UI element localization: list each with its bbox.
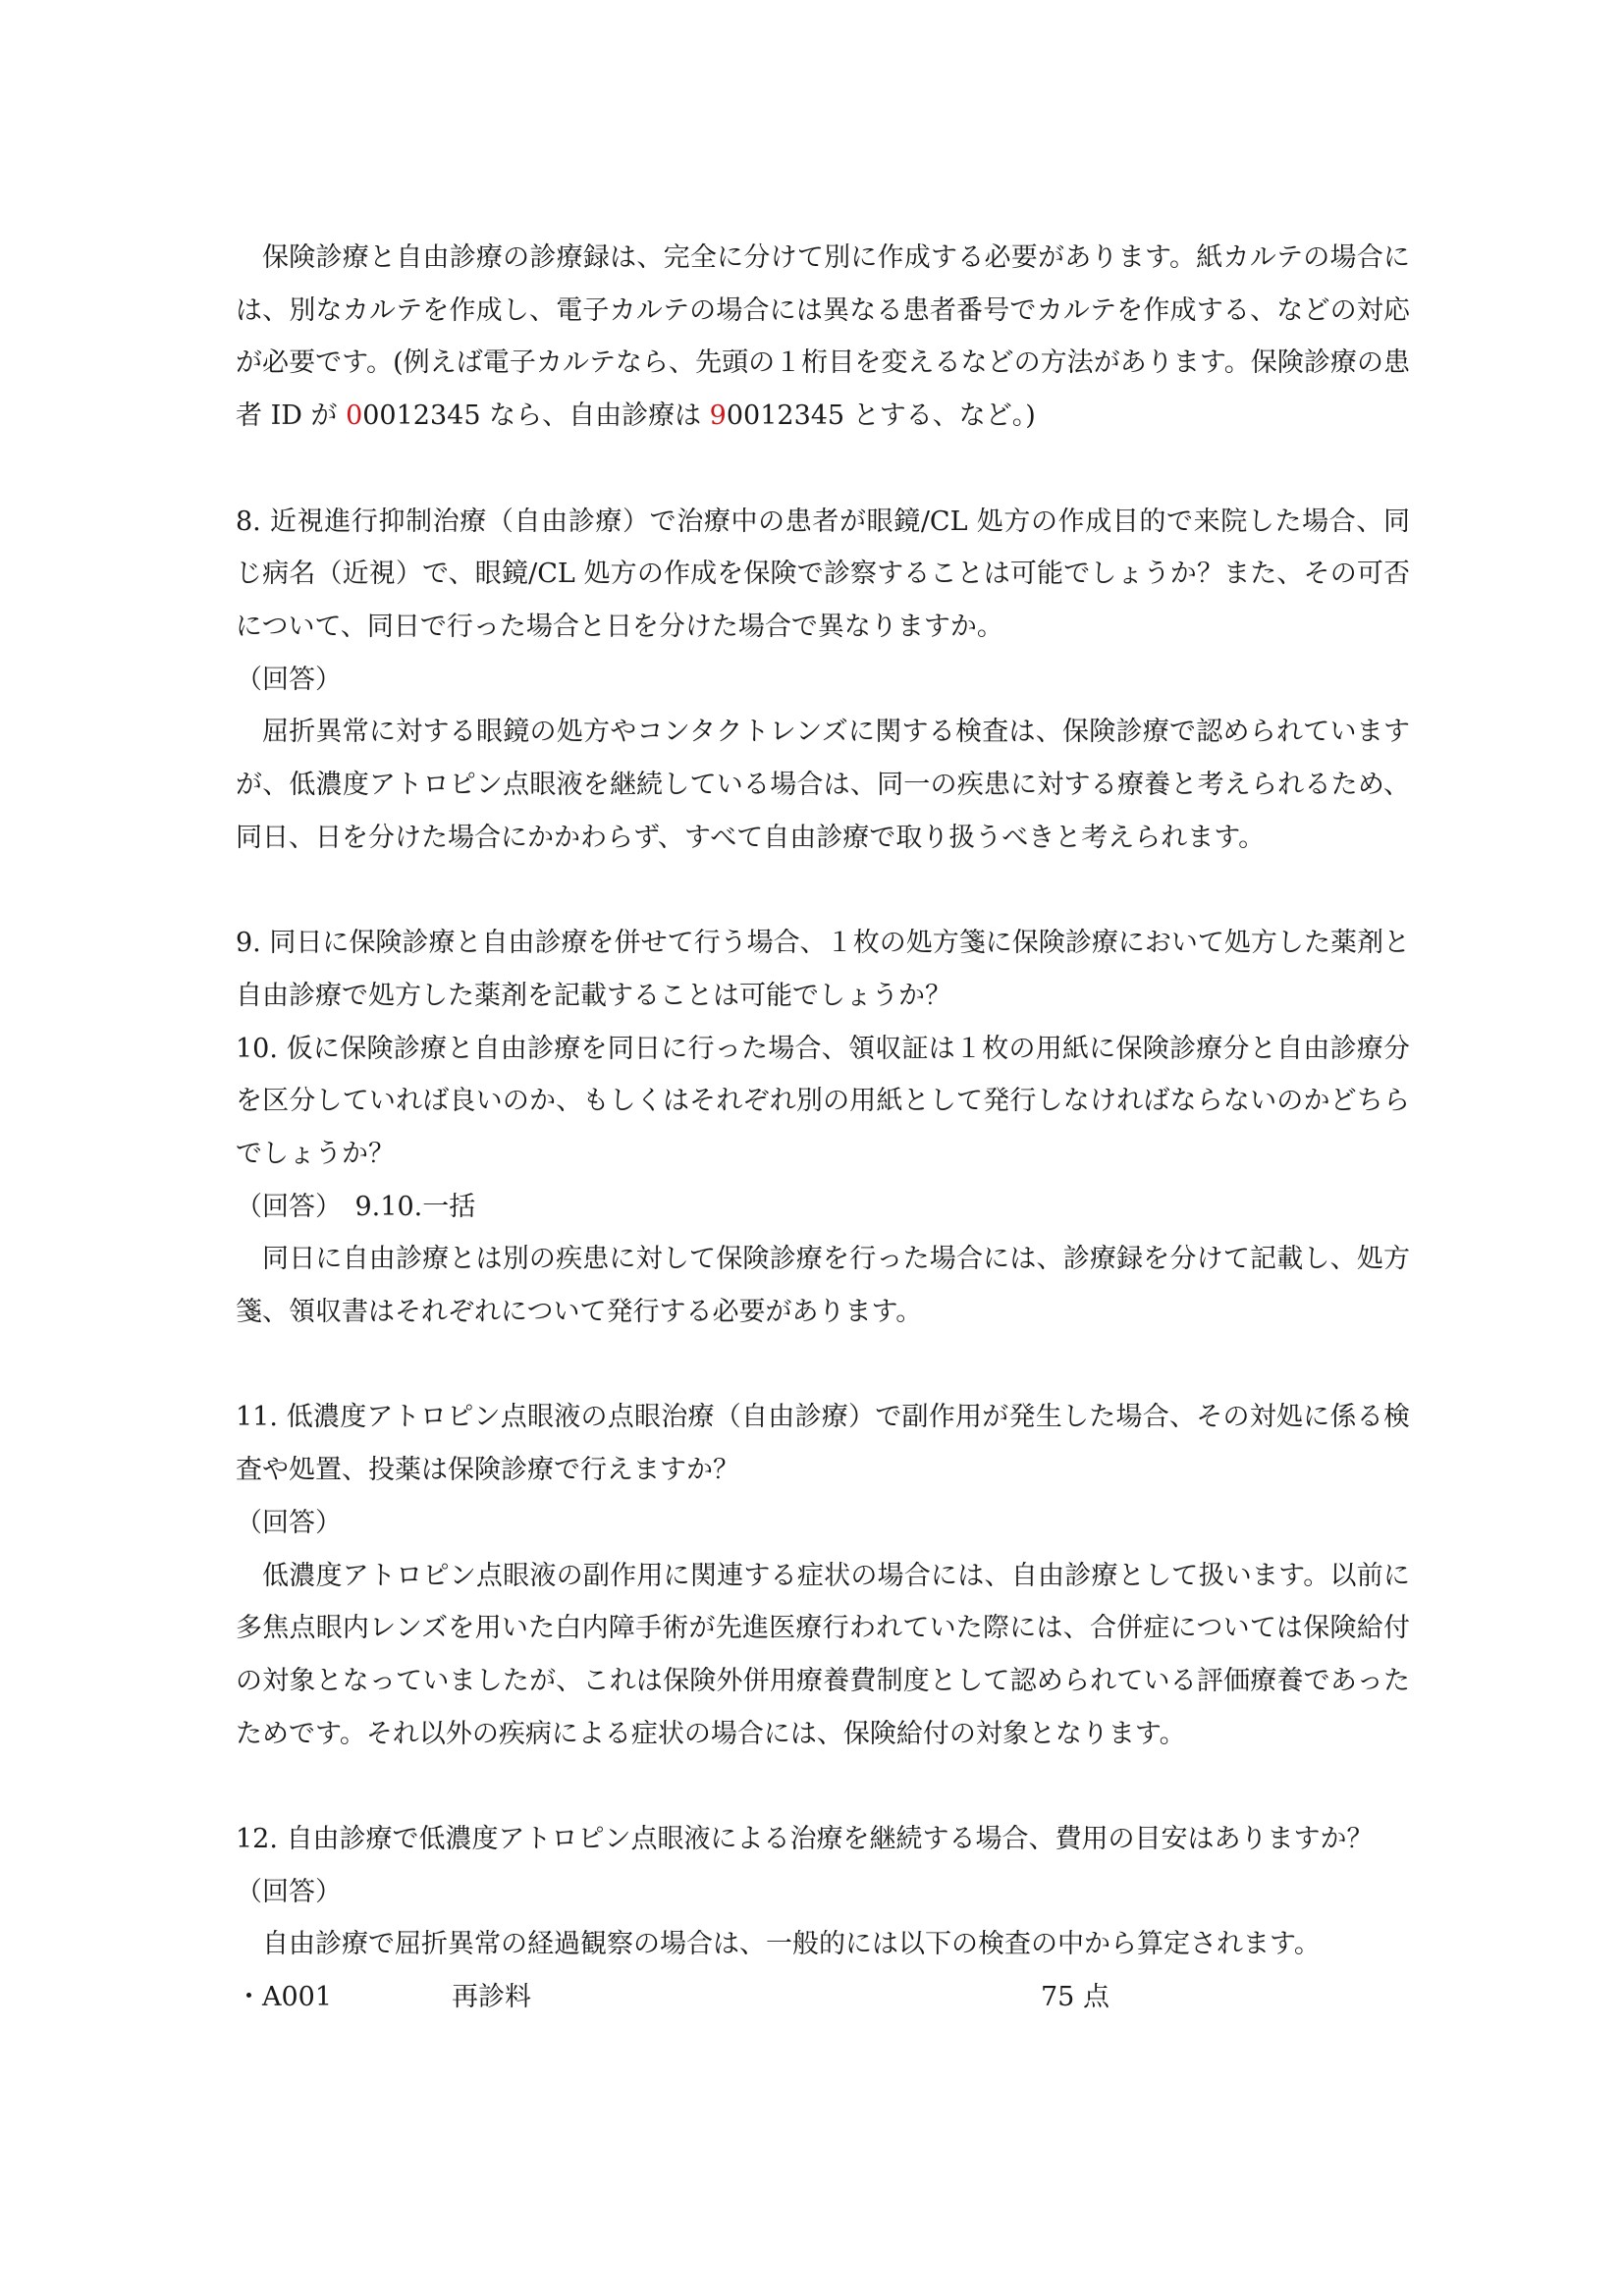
answer-7-text-c: 0012345 とする、など。) [726, 400, 1036, 432]
question-11: 11. 低濃度アトロピン点眼液の点眼治療（自由診療）で副作用が発生した場合、その対処に係る検査や処置、投薬は保険診療で行えますか？ [236, 1402, 1410, 1486]
answer-9-10-label-line [236, 1181, 1410, 1234]
answer-7-highlight-digit-2: 9 [709, 400, 727, 432]
answer-9-10-label: （回答） [236, 1191, 329, 1222]
fee-code: ・A001 [236, 1982, 333, 2013]
spacer [236, 864, 1410, 917]
answer-12: 自由診療で屈折異常の経過観察の場合は、一般的には以下の検査の中から算定されます。 [262, 1929, 1321, 1960]
spacer [236, 1760, 1410, 1813]
answer-9-10: 同日に自由診療とは別の疾患に対して保険診療を行った場合には、診療録を分けて記載し、処方箋、領収書はそれぞれについて発行する必要があります。 [236, 1244, 1410, 1328]
question-9: 9. 同日に保険診療と自由診療を併せて行う場合、１枚の処方箋に保険診療において処方した薬剤と自由診療で処方した薬剤を記載することは可能でしょうか？ [236, 928, 1410, 1011]
answer-11: 低濃度アトロピン点眼液の副作用に関連する症状の場合には、自由診療として扱います。以前に多焦点眼内レンズを用いた白内障手術が先進医療行われていた際には、合併症については保険給付の対象となっていましたが、これは保険外併用療養費制度として認められている評価療養であったためです。それ以外の疾病による症状の場合には、保険給付の対象となります。 [236, 1560, 1410, 1749]
answer-11-label: （回答） [236, 1507, 342, 1538]
question-8: 8. 近視進行抑制治療（自由診療）で治療中の患者が眼鏡/CL 処方の作成目的で来院した場合、同じ病名（近視）で、眼鏡/CL 処方の作成を保険で診察することは可能でしょうか？また、その可否について、同日で行った場合と日を分けた場合で異なりますか。 [236, 506, 1410, 642]
fee-name: 再診料 [452, 1982, 531, 2013]
answer-8: 屈折異常に対する眼鏡の処方やコンタクトレンズに関する検査は、保険診療で認められていますが、低濃度アトロピン点眼液を継続している場合は、同一の疾患に対する療養と考えられるため、同日、日を分けた場合にかかわらず、すべて自由診療で取り扱うべきと考えられます。 [236, 717, 1410, 853]
answer-7-text-b: 0012345 なら、自由診療は [362, 400, 710, 432]
answer-7-text-a: 保険診療と自由診療の診療録は、完全に分けて別に作成する必要があります。紙カルテの場合には、別なカルテを作成し、電子カルテの場合には異なる患者番号でカルテを作成する、などの対応が必要です。(例えば電子カルテなら、先頭の１桁目を変えるなどの方法があります。保険診療の患者 ID が [236, 242, 1410, 432]
question-12: 12. 自由診療で低濃度アトロピン点眼液による治療を継続する場合、費用の目安はありますか？ [236, 1824, 1374, 1855]
answer-7-paragraph [236, 232, 1410, 443]
answer-8-label: （回答） [236, 664, 342, 695]
answer-9-10-note: 9.10.一括 [354, 1191, 476, 1222]
fee-row [236, 1971, 1410, 2024]
spacer [236, 443, 1410, 496]
document-body [236, 232, 1410, 2024]
fee-points: 75 点 [1041, 1982, 1110, 2013]
spacer [236, 1339, 1410, 1392]
answer-7-highlight-digit-1: 0 [346, 400, 363, 432]
question-10: 10. 仮に保険診療と自由診療を同日に行った場合、領収証は１枚の用紙に保険診療分と自由診療分を区分していれば良いのか、もしくはそれぞれ別の用紙として発行しなければならないのかどちらでしょうか？ [236, 1033, 1410, 1169]
answer-12-label: （回答） [236, 1876, 342, 1907]
